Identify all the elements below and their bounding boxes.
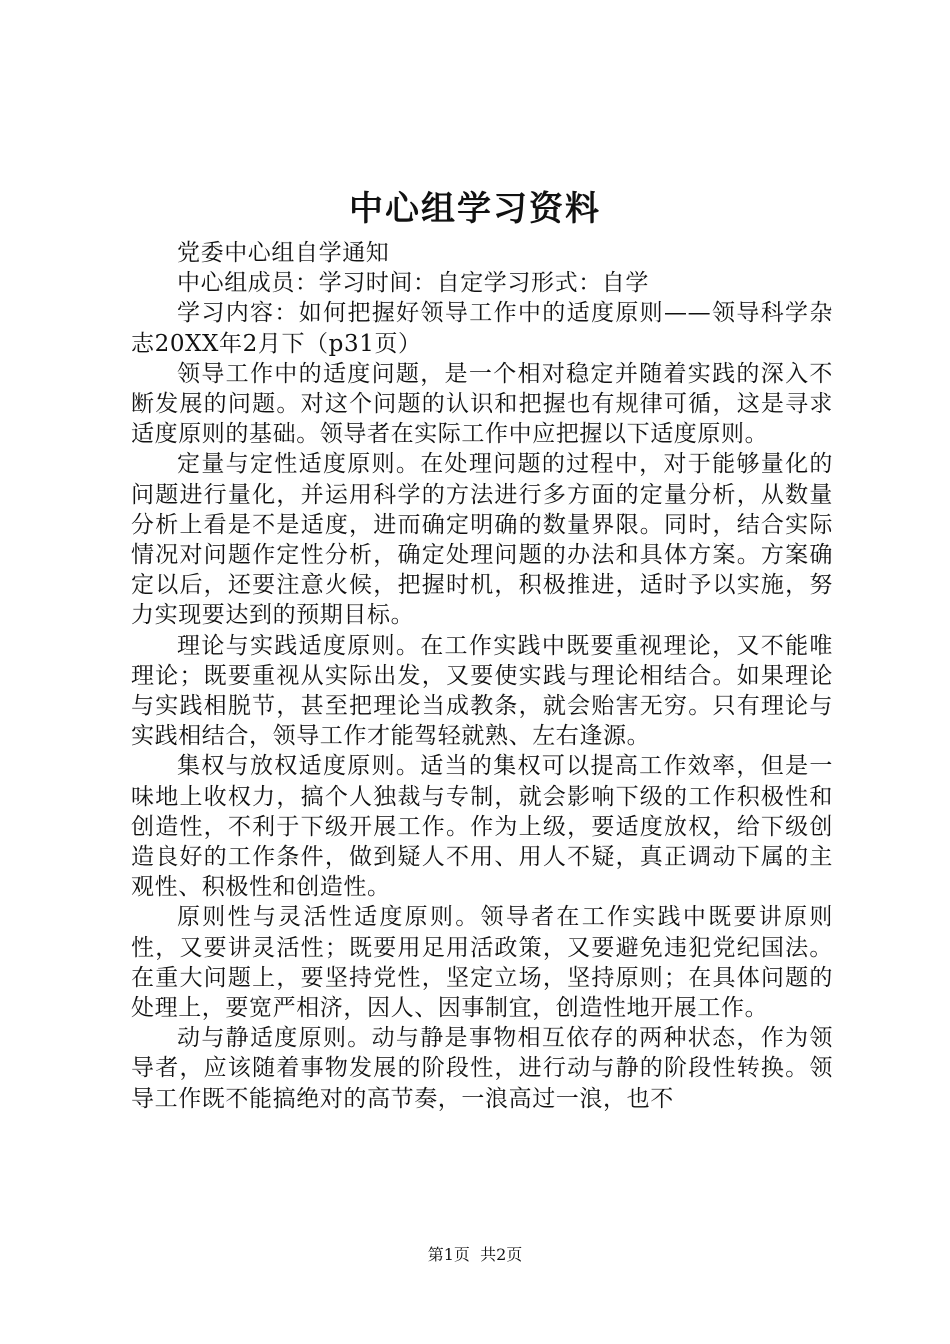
paragraph-principle-flexibility: 原则性与灵活性适度原则。领导者在工作实践中既要讲原则性，又要讲灵活性；既要用足用活政策，又要避免违犯党纪国法。在重大问题上，要坚持党性，坚定立场，坚持原则；在具体问题的处理上，要宽严相济，因人、因事制宜，创造性地开展工作。 bbox=[131, 904, 833, 1022]
page-footer bbox=[0, 1244, 950, 1266]
paragraph-theory-practice: 理论与实践适度原则。在工作实践中既要重视理论，又不能唯理论；既要重视从实际出发，又要使实践与理论相结合。如果理论与实践相脱节，甚至把理论当成教条，就会贻害无穷。只有理论与实践相结合，领导工作才能驾轻就熟、左右逢源。 bbox=[131, 632, 833, 750]
paragraph-members: 中心组成员：学习时间：自定学习形式：自学 bbox=[177, 270, 649, 297]
paragraph-intro: 领导工作中的适度问题，是一个相对稳定并随着实践的深入不断发展的问题。对这个问题的认识和把握也有规律可循，这是寻求适度原则的基础。领导者在实际工作中应把握以下适度原则。 bbox=[131, 360, 833, 448]
paragraph-study-content: 学习内容：如何把握好领导工作中的适度原则——领导科学杂志20XX年2月下（p31页） bbox=[131, 300, 833, 357]
paragraph-notice: 党委中心组自学通知 bbox=[177, 240, 390, 266]
document-title: 中心组学习资料 bbox=[349, 189, 601, 229]
page-number-current: 第1页 bbox=[427, 1245, 470, 1264]
document-body bbox=[131, 238, 833, 1114]
paragraph-motion-stillness: 动与静适度原则。动与静是事物相互依存的两种状态，作为领导者，应该随着事物发展的阶段性，进行动与静的阶段性转换。领导工作既不能搞绝对的高节奏，一浪高过一浪，也不 bbox=[131, 1025, 833, 1112]
paragraph-quantitative: 定量与定性适度原则。在处理问题的过程中，对于能够量化的问题进行量化，并运用科学的方法进行多方面的定量分析，从数量分析上看是不是适度，进而确定明确的数量界限。同时，结合实际情况对问题作定性分析，确定处理问题的办法和具体方案。方案确定以后，还要注意火候，把握时机，积极推进，适时予以实施，努力实现要达到的预期目标。 bbox=[131, 451, 833, 629]
paragraph-centralization: 集权与放权适度原则。适当的集权可以提高工作效率，但是一味地上收权力，搞个人独裁与专制，就会影响下级的工作积极性和创造性，不利于下级开展工作。作为上级，要适度放权，给下级创造良好的工作条件，做到疑人不用、用人不疑，真正调动下属的主观性、积极性和创造性。 bbox=[131, 753, 833, 901]
page-number-total: 共2页 bbox=[480, 1245, 523, 1264]
